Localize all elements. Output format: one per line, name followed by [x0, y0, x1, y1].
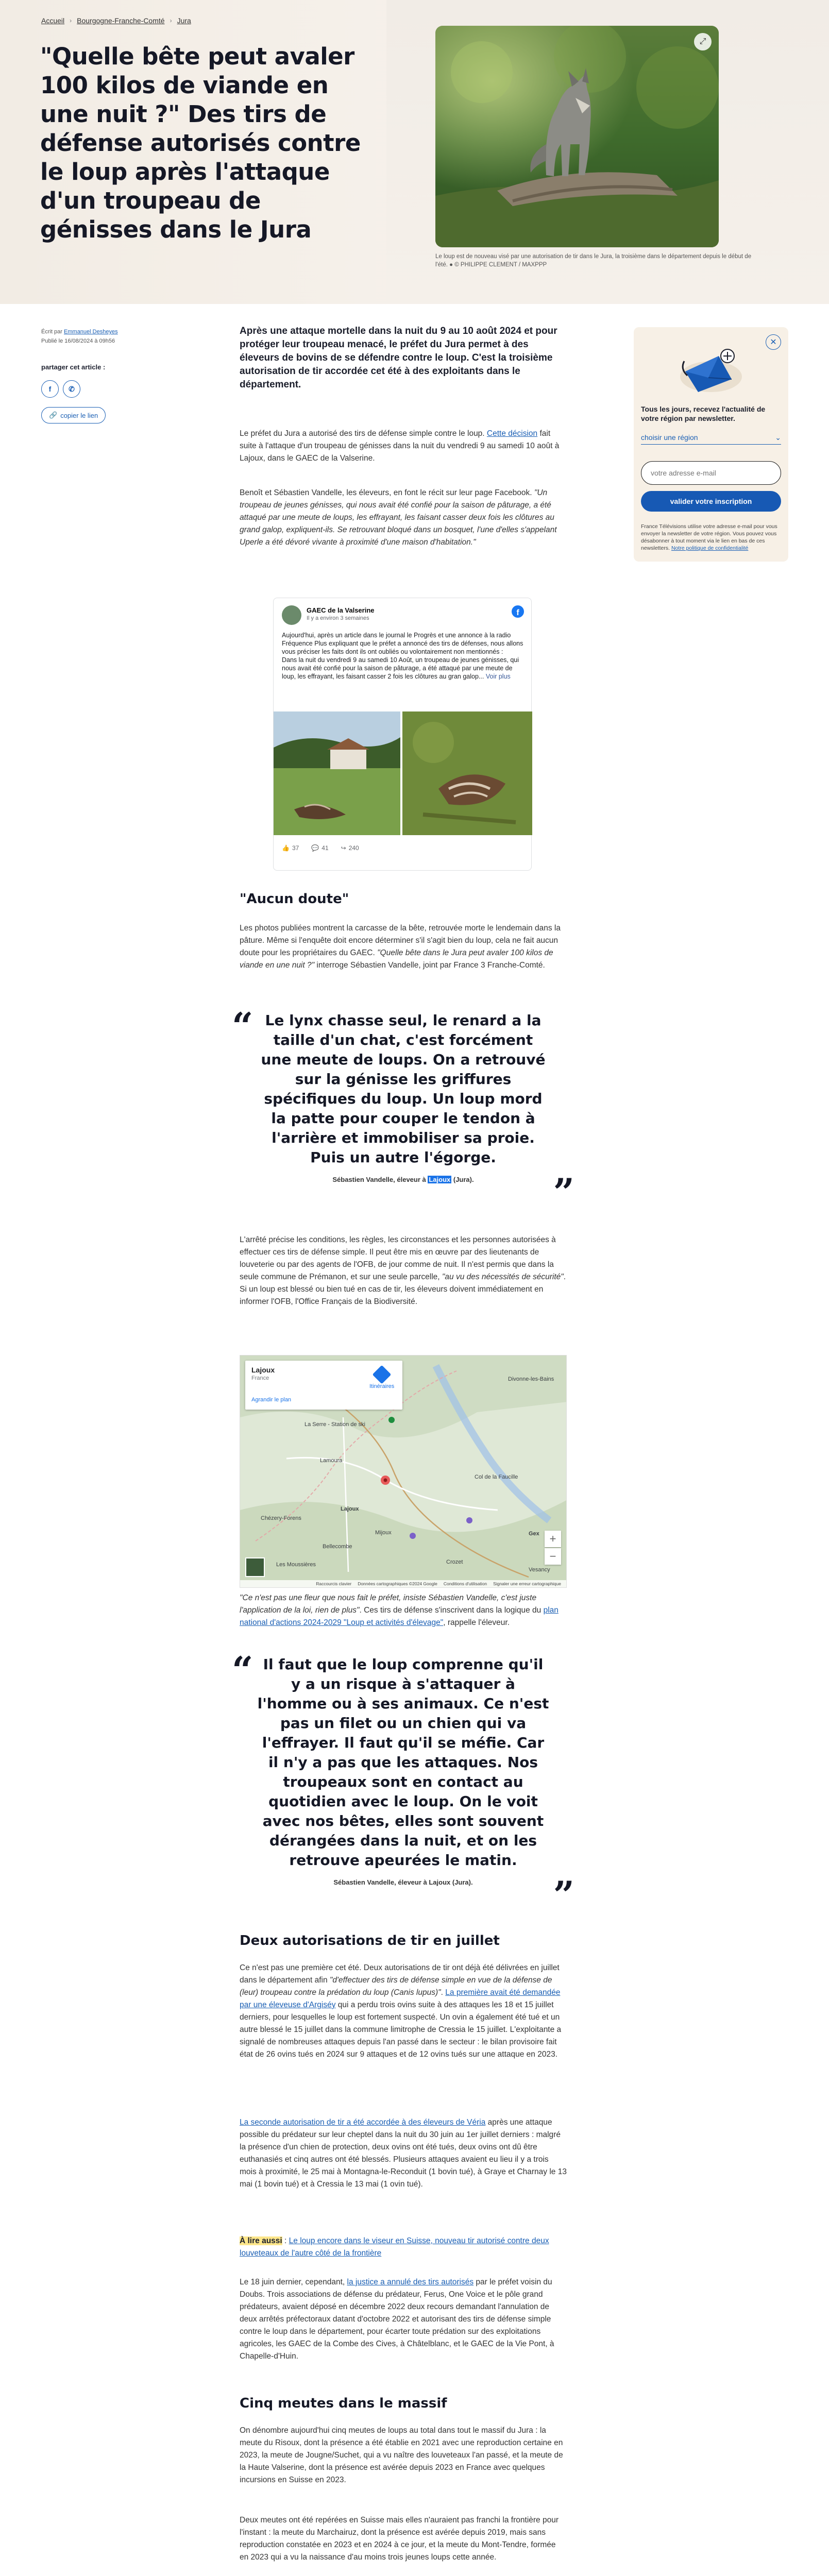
breadcrumb-region[interactable]: Bourgogne-Franche-Comté	[77, 16, 165, 25]
google-map[interactable]	[240, 1355, 567, 1588]
text: L'arrêté précise les conditions, les règles, les circonstances et les personnes autorisées à effectuer ces tirs de défense simple. Il peut être mis en œuvre par des lieutenants de louveterie ou par des agents de l'OFB, de jour comme de nuit. Il n'est permis que dans la seule commune de Prémanon, et sur une seule parcelle,	[240, 1235, 556, 1281]
map-label: Lamoura	[320, 1458, 343, 1464]
map-label: Chézery-Forens	[261, 1515, 301, 1521]
comments-value: 41	[322, 844, 329, 852]
see-more-link[interactable]: Voir plus	[485, 673, 511, 680]
subscribe-button[interactable]: valider votre inscription	[641, 491, 781, 512]
text: .	[441, 1988, 446, 1997]
email-input[interactable]	[641, 461, 781, 485]
thumbs-up-icon: 👍	[282, 844, 290, 852]
map-label: Gex	[529, 1531, 539, 1537]
facebook-page-name[interactable]: GAEC de la Valserine	[307, 606, 375, 614]
text: Benoît et Sébastien Vandelle, les éleveurs, en font le récit sur leur page Facebook.	[240, 488, 534, 497]
text: Le 18 juin dernier, cependant,	[240, 2278, 347, 2286]
paragraph-9: On dénombre aujourd'hui cinq meutes de loups au total dans tout le massif du Jura : la meute du Risoux, dont la présence a été établie en 2021 avec une reproduction certaine en 2023, la meute de Jougne/Suchet, qui a vu naître des louveteaux l'an passé, et la meute de la Haute Valserine, dont la présence est avérée depuis 2023 en France avec quelques incursions en Suisse en 2023.	[240, 2426, 563, 2484]
map-label: Les Moussières	[276, 1562, 316, 1568]
text: qui a perdu trois ovins suite à des attaques les 18 et 15 juillet derniers, pour lesquelles le loup est fortement suspecté. Un ovin a également été tué et un autre blessé le 15 juillet dans la commune limitrophe de Cressia le 15 juillet. L'exploitante a signalé de nombreuses attaques depuis l'an passé dans le secteur : le bilan provisoire fait état de 26 ovins tués en 2024 sur 9 attaques et de 12 ovins tués sur une attaque en 2023.	[240, 2001, 562, 2059]
whatsapp-share-button[interactable]	[63, 380, 80, 398]
map-label: Crozet	[446, 1559, 463, 1565]
pull-quote-source	[232, 1176, 574, 1183]
read-also-label: À lire aussi	[240, 2236, 282, 2245]
facebook-post-text: Aujourd'hui, après un article dans le journal le Progrès et une annonce à la radio Fréquence Plus expliquant que le préfet a annoncé des tirs de défenses, nous allons vous préciser les faits dont ils ont oubliés ou volontairement non mentionnés : Dans la nuit du vendredi 9 au samedi 10 Août, un troupeau de jeunes génisses, qui nous avait été confié pour la saison de pâturage, a été attaqué par une meute de loup, les effrayant, les faisant casser 2 fois les clôtures au gran galop...	[282, 632, 523, 680]
text: , rappelle l'éleveur.	[443, 1618, 510, 1627]
breadcrumb	[41, 16, 191, 25]
newsletter-text: Tous les jours, recevez l'actualité de votre région par newsletter.	[641, 405, 766, 422]
paragraph-10: Deux meutes ont été repérées en Suisse mais elles n'auraient pas franchi la frontière pour l'instant : la meute du Marchairuz, dont la présence est avérée depuis 2019, mais sans reproduction constatée en 2023 et en 2024 à ce jour, et la meute du Mont-Tendre, formée en 2023 qui a vu la naissance d'au moins trois jeunes loups cette année.	[240, 2516, 559, 2562]
map-label: Divonne-les-Bains	[508, 1376, 554, 1382]
hero-photo[interactable]	[435, 26, 719, 247]
written-by-label: Écrit par	[41, 329, 62, 335]
map-label: Lajoux	[341, 1506, 359, 1512]
map-label: Mijoux	[375, 1530, 392, 1536]
shares-value: 240	[348, 844, 359, 852]
open-quote-icon: “	[232, 1648, 253, 1692]
chevron-right-icon: ›	[70, 17, 72, 24]
text: par le préfet voisin du Doubs. Trois associations de défense du prédateur, Ferus, One Voice et le pôle grand prédateurs, avaient déposé en décembre 2022 deux recours demandant l'annulation de deux arrêtés préfectoraux datant d'octobre 2022 et autorisant des tirs de défense simple contre le loup dans le département, pour écarter toute prédation sur des exploitations agricoles, les GAEC de la Combe des Cives, à Châtelblanc, et le GAEC de la Vie Pont, à Chapelle-d'Huin.	[240, 2278, 554, 2361]
map-place-card	[245, 1361, 402, 1410]
text: Sébastien Vandelle, éleveur à	[332, 1176, 428, 1183]
map-footer-item[interactable]: Raccourcis clavier	[316, 1581, 352, 1586]
facebook-embed[interactable]	[273, 598, 532, 871]
whatsapp-icon: ✆	[69, 384, 75, 393]
privacy-link[interactable]: Notre politique de confidentialité	[671, 545, 749, 551]
wolf-photo	[435, 26, 719, 247]
quote-text: "Ce n'est pas une fleur que nous fait le préfet, insiste Sébastien Vandelle, c'est juste l'application de la loi, rien de plus"	[240, 1594, 537, 1615]
map-place-name: Lajoux	[251, 1366, 275, 1374]
facebook-share-button[interactable]	[41, 380, 59, 398]
hero-banner	[0, 0, 829, 304]
map-footer-item[interactable]: Signaler une erreur cartographique	[493, 1581, 561, 1586]
newsletter-illustration	[670, 341, 747, 397]
highlighted-place: Lajoux	[429, 1176, 451, 1183]
section-heading-five-packs: Cinq meutes dans le massif	[240, 2396, 447, 2411]
quote-text: "d'effectuer des tirs de défense simple en vue de la défense de (leur) troupeau contre la prédation du loup (Canis lupus)"	[240, 1976, 552, 1997]
directions-label: Itinéraires	[369, 1383, 395, 1389]
facebook-post-date: Il y a environ 3 semaines	[307, 615, 369, 621]
region-select-label: choisir une région	[641, 433, 698, 442]
text: après une attaque possible du prédateur sur leur cheptel dans la nuit du 30 juin au 1er juillet derniers : malgré la présence d'un chien de protection, deux ovins ont été tués, deux ovins ont dû être euthanasiés et cinq autres ont été blessés. Plusieurs attaques avaient eu lieu il y a trois mois à proximité, le 25 mai à Montagna-le-Reconduit (1 bovin tué), à Graye et Charnay le 13 mai (1 bovin tué) et à Cressia le 13 mai (1 ovin tué).	[240, 2118, 567, 2189]
decision-link[interactable]: Cette décision	[486, 429, 538, 438]
map-label: La Serre - Station de ski	[304, 1421, 366, 1428]
read-also	[240, 2235, 567, 2260]
quote-text: "Quelle bête dans le Jura peut avaler 100 kilos de viande en une nuit ?"	[240, 948, 553, 970]
breadcrumb-home[interactable]: Accueil	[41, 16, 65, 25]
satellite-toggle[interactable]	[245, 1557, 265, 1577]
paragraph-7	[240, 2116, 567, 2191]
post-photo-carcass[interactable]	[402, 711, 532, 835]
share-icon: ↪	[341, 844, 346, 852]
text: . Si un loup est blessé ou bien tué en cas de tir, les éleveurs doivent immédiatement en informer l'OFB, l'Office Français de la Biodiversité.	[240, 1273, 566, 1306]
newsletter-legal-text: France Télévisions utilise votre adresse e-mail pour vous envoyer la newsletter de votre région. Vous pouvez vous désabonner à tout moment via le lien en bas de ces newsletters.	[641, 523, 777, 551]
likes-count[interactable]	[282, 844, 299, 852]
map-label: Vesancy	[529, 1567, 550, 1573]
quote-text: "Un troupeau de jeunes génisses, qui nous avait été confié pour la saison de pâturage, a été attaqué par une meute de loups, les effrayant, les faisant casser deux fois les clôtures au grand galop, expliquent-ils. Se retrouvant bloqué dans un bosquet, l'une d'elles s'appelant Uperle a été dévoré vivante à proximité d'une maison d'habitation."	[240, 488, 557, 547]
pull-quote-text: Le lynx chasse seul, le renard a la taille d'un chat, c'est forcément une meute de loups. On a retrouvé sur la génisse les griffures spécifiques du loup. Un loup mord la patte pour couper le tendon à l'arrière et immobiliser sa proie. Puis un autre l'égorge.	[261, 1012, 546, 1166]
comment-icon: 💬	[311, 844, 319, 852]
close-icon[interactable]: ✕	[766, 334, 781, 350]
section-heading-july: Deux autorisations de tir en juillet	[240, 1933, 500, 1948]
breadcrumb-department[interactable]: Jura	[177, 16, 191, 25]
section-heading-aucun-doute: "Aucun doute"	[240, 891, 349, 907]
author-name[interactable]: Emmanuel Desheyes	[64, 329, 118, 335]
facebook-icon[interactable]: f	[512, 605, 524, 618]
page-avatar[interactable]	[282, 605, 301, 625]
close-quote-icon: ”	[553, 1170, 574, 1214]
veria-link[interactable]: La seconde autorisation de tir a été accordée à des éleveurs de Véria	[240, 2118, 486, 2127]
text: (Jura).	[451, 1176, 474, 1183]
share-buttons	[41, 380, 80, 398]
map-footer-item: Données cartographiques ©2024 Google	[358, 1581, 437, 1586]
quote-text: "au vu des nécessités de sécurité"	[442, 1273, 564, 1281]
author-block	[41, 327, 144, 346]
map-footer-item[interactable]: Conditions d'utilisation	[443, 1581, 487, 1586]
comments-count[interactable]	[311, 844, 328, 852]
paragraph-5	[240, 1592, 567, 1629]
paragraph-6	[240, 1962, 567, 2061]
text: . Ces tirs de défense s'inscrivent dans la logique du	[359, 1606, 544, 1615]
expand-icon[interactable]: ⤢	[694, 33, 712, 50]
text: Le préfet du Jura a autorisé des tirs de défense simple contre le loup.	[240, 429, 487, 438]
paragraph-2	[240, 487, 567, 549]
map-footer	[240, 1580, 566, 1587]
directions-icon	[373, 1365, 392, 1384]
page-title: "Quelle bête peut avaler 100 kilos de viande en une nuit ?" Des tirs de défense autorisés contre le loup après l'attaque d'un troupeau de génisses dans le Jura	[40, 43, 361, 243]
open-quote-icon: “	[232, 1004, 253, 1048]
newsletter-legal	[641, 523, 781, 552]
pull-quote-1	[232, 1004, 574, 1214]
publish-date: Publié le 16/08/2024 à 09h56	[41, 338, 115, 344]
text: :	[282, 2236, 289, 2245]
shares-count[interactable]	[341, 844, 359, 852]
map-place-country: France	[251, 1375, 269, 1381]
close-quote-icon: ”	[553, 1873, 574, 1917]
argisey-link[interactable]: La première avait été demandée par une éleveuse d'Argiséy	[240, 1988, 561, 2009]
paragraph-1	[240, 428, 567, 465]
justice-link[interactable]: la justice a annulé des tirs autorisés	[347, 2278, 474, 2286]
directions-button[interactable]	[369, 1368, 394, 1389]
text: Les photos publiées montrent la carcasse de la bête, retrouvée morte le lendemain dans la pâture. Même si l'enquête doit encore déterminer s'il s'agit bien du loup, cela ne fait aucun doute pour les propriétaires du GAEC.	[240, 924, 561, 957]
hero-caption: Le loup est de nouveau visé par une autorisation de tir dans le Jura, la troisième dans le département depuis le début de l'été. ● © PHILIPPE CLEMENT / MAXPPP	[435, 253, 752, 268]
text: fait suite à l'attaque d'un troupeau de génisses dans la nuit du vendredi 9 au samedi 10 août à Lajoux, dans le GAEC de la Valserine.	[240, 429, 560, 463]
facebook-stats	[282, 844, 359, 852]
region-select[interactable]	[641, 433, 781, 445]
paragraph-4	[240, 1234, 567, 1308]
text: Ce n'est pas une première cet été. Deux autorisations de tir ont déjà été délivrées en juillet dans le département afin	[240, 1963, 560, 1985]
paragraph-8	[240, 2276, 567, 2363]
share-title: partager cet article :	[41, 363, 106, 371]
zoom-in-button[interactable]: +	[545, 1531, 561, 1547]
enlarge-map-link[interactable]: Agrandir le plan	[251, 1397, 292, 1403]
article-lead: Après une attaque mortelle dans la nuit du 9 au 10 août 2024 et pour protéger leur troupeau menacé, le préfet du Jura permet à des éleveurs de bovins de se défendre contre le loup. C'est la troisième autorisation de tir accordée cet été à des exploitants dans le département.	[240, 326, 557, 390]
pull-quote-2	[232, 1648, 574, 1917]
pull-quote-source: Sébastien Vandelle, éleveur à Lajoux (Jura).	[333, 1878, 473, 1886]
zoom-out-button[interactable]: −	[545, 1548, 561, 1565]
map-label: Bellecombe	[323, 1544, 352, 1550]
map-label: Col de la Faucille	[475, 1474, 518, 1480]
read-also-link[interactable]: Le loup encore dans le viseur en Suisse, nouveau tir autorisé contre deux louveteaux de l'autre côté de la frontière	[240, 2236, 549, 2258]
post-photo-pasture[interactable]	[274, 711, 400, 835]
chevron-down-icon: ⌄	[775, 433, 781, 442]
link-icon: 🔗	[49, 411, 58, 419]
facebook-icon: f	[48, 385, 52, 393]
facebook-post	[282, 631, 524, 681]
likes-value: 37	[292, 844, 299, 852]
national-plan-link[interactable]: plan national d'actions 2024-2029 "Loup et activités d'élevage"	[240, 1606, 559, 1627]
paragraph-3	[240, 922, 567, 972]
copy-link-button[interactable]	[41, 407, 106, 423]
pull-quote-text: Il faut que le loup comprenne qu'il y a un risque à s'attaquer à l'homme ou à ses animaux. Ce n'est pas un filet ou un chien qui va l'effrayer. Il faut qu'il se méfie. Car il n'y a pas que les attaques. Nos troupeaux sont en contact au quotidien avec le loup. On le voit avec nos bêtes, elles sont souvent dérangées dans la nuit, et on les retrouve apeurées le matin.	[257, 1656, 549, 1869]
copy-link-label: copier le lien	[60, 411, 98, 419]
text: interroge Sébastien Vandelle, joint par France 3 Franche-Comté.	[314, 961, 545, 970]
newsletter-box	[634, 327, 788, 562]
chevron-right-icon: ›	[170, 17, 172, 24]
